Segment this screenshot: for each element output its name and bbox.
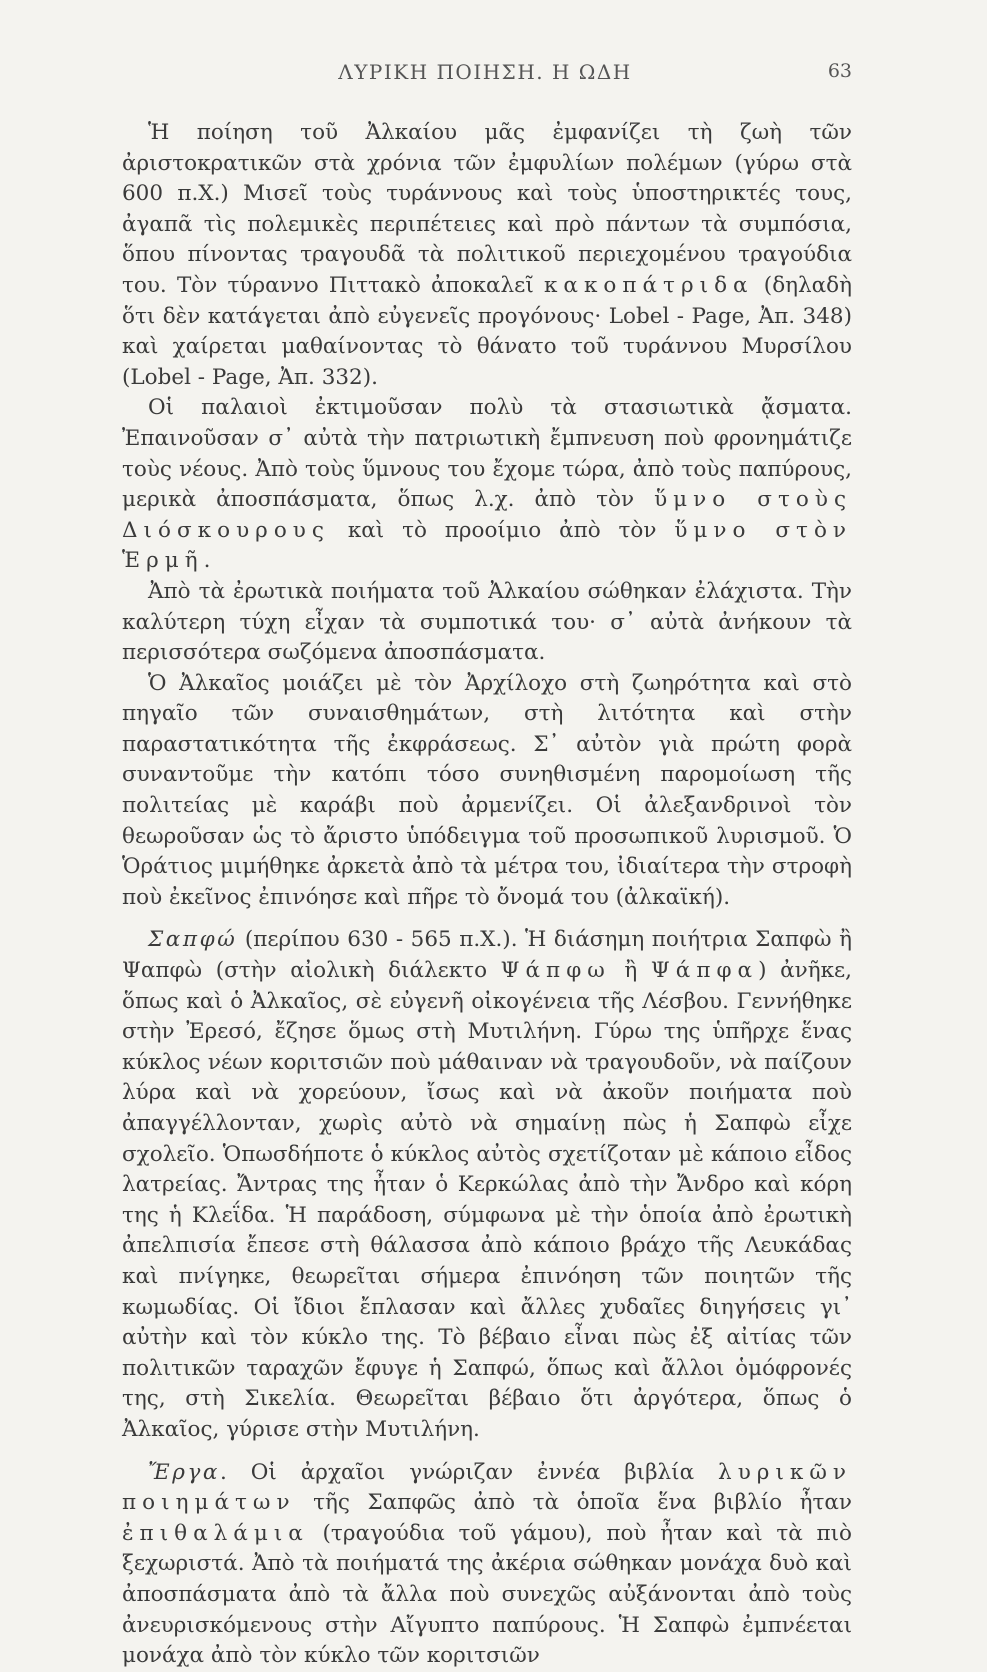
body-text [122,118,852,1672]
text-run: ) ἀνῆκε, ὅπως καὶ ὁ Ἀλκαῖος, σὲ εὐγενῆ οἰκογένεια τῆς Λέσβου. Γεννήθηκε στὴν Ἐρεσό, ἔζησε ὅμως στὴ Μυτιλήνη. Γύρω της ὑπῆρχε ἕνας κύκλος νέων κοριτσιῶν ποὺ μάθαιναν νὰ τραγουδοῦν, νὰ παίζουν λύρα καὶ νὰ χορεύουν, ἴσως καὶ νὰ ἀκοῦν ποιήματα ποὺ ἀπαγγέλλονταν, χωρὶς αὐτὸ νὰ σημαίνῃ πὼς ἡ Σαπφὼ εἶχε σχολεῖο. Ὁπωσδήποτε ὁ κύκλος αὐτὸς σχετίζοταν μὲ κάποιο εἶδος λατρείας. Ἄντρας της ἦταν ὁ Κερκώλας ἀπὸ τὴν Ἄνδρο καὶ κόρη της ἡ Κλεΐδα. Ἡ παράδοση, σύμφωνα μὲ τὴν ὁποία ἀπὸ ἐρωτικὴ ἀπελπισία ἔπεσε στὴ θάλασσα ἀπὸ κάποιο βράχο τῆς Λευκάδας καὶ πνίγηκε, θεωρεῖται σήμερα ἐπινόηση τῶν ποιητῶν τῆς κωμωδίας. Οἱ ἴδιοι ἔπλασαν καὶ ἄλλες χυδαῖες διηγήσεις γι᾽ αὐτὴν καὶ τὸν κύκλο της. Τὸ βέβαιο εἶναι πὼς ἐξ αἰτίας τῶν πολιτικῶν ταραχῶν ἔφυγε ἡ Σαπφώ, ὅπως καὶ ἄλλοι ὁμόφρονές της, στὴ Σικελία. Θεωρεῖται βέβαιο ὅτι ἀργότερα, ὅπως ὁ Ἀλκαῖος, γύρισε στὴν Μυτιλήνη. [122,958,852,1442]
text-run: (δηλαδὴ ὅτι δὲν κατάγεται ἀπὸ εὐγενεῖς προγόνους· Lobel - Page, Ἀπ. 348) καὶ χαίρεται μαθαίνοντας τὸ θάνατο τοῦ τυράννου Μυρσίλου (Lobel - Page, Ἀπ. 332). [122,272,852,390]
text-run: . [203,548,211,574]
spaced-term: Ψάπφα [650,958,759,984]
text-run: τῆς Σαπφῶς ἀπὸ τὰ ὁποῖα ἕνα βιβλίο ἦταν [295,1490,852,1516]
text-run: καὶ τὸ προοίμιο ἀπὸ τὸν [329,517,675,543]
text-run: Οἱ παλαιοὶ ἐκτιμοῦσαν πολὺ τὰ στασιωτικὰ ᾄσματα. Ἐπαινοῦσαν σ᾽ αὐτὰ τὴν πατριωτικὴ ἔμπνευση ποὺ φρονημάτιζε τοὺς νέους. Ἀπὸ τοὺς ὕμνους του ἔχομε τώρα, ἀπὸ τοὺς παπύρους, μερικὰ ἀποσπάσματα, ὅπως λ.χ. ἀπὸ τὸν [122,395,852,513]
spaced-term: κακοπάτριδα [543,272,754,298]
paragraph-alcaeus-love-poems: Ἀπὸ τὰ ἐρωτικὰ ποιήματα τοῦ Ἀλκαίου σώθηκαν ἐλάχιστα. Τὴν καλύτερη τύχη εἶχαν τὰ συμποτικά του· σ᾽ αὐτὰ ἀνήκουν τὰ περισσότερα σωζόμενα ἀποσπάσματα. [122,578,852,666]
spaced-term: ἐπιθαλάμια [122,1520,309,1546]
text-run: (τραγούδια τοῦ γάμου), ποὺ ἦταν καὶ τὰ πιὸ ξεχωριστά. Ἀπὸ τὰ ποιήματά της ἀκέρια σώθηκαν μονάχα δυὸ καὶ ἀποσπάσματα ἀπὸ τὰ ἄλλα ποὺ συνεχῶς αὐξάνονται ἀπὸ τοὺς ἀνευρισκόμενους στὴν Αἴγυπτο παπύρους. Ἡ Σαπφὼ ἐμπνέεται μονάχα ἀπὸ τὸν κύκλο τῶν κοριτσιῶν [122,1520,852,1669]
spaced-term: ὕμνο στοὺς Διόσκουρους [122,487,853,543]
paragraph-sappho-works [122,1458,852,1672]
paragraph-alcaeus-style: Ὁ Ἀλκαῖος μοιάζει μὲ τὸν Ἀρχίλοχο στὴ ζωηρότητα καὶ στὸ πηγαῖο τῶν συναισθημάτων, στὴ λιτότητα καὶ στὴν παραστατικότητα τῆς ἐκφράσεως. Σ᾽ αὐτὸν γιὰ πρώτη φορὰ συναντοῦμε τὴν κατόπι τόσο συνηθισμένη παρομοίωση τῆς πολιτείας μὲ καράβι ποὺ ἀρμενίζει. Οἱ ἀλεξανδρινοὶ τὸν θεωροῦσαν ὡς τὸ ἄριστο ὑπόδειγμα τοῦ προσωπικοῦ λυρισμοῦ. Ὁ Ὁράτιος μιμήθηκε ἀρκετὰ ἀπὸ τὰ μέτρα του, ἰδιαίτερα τὴν στροφὴ ποὺ ἐκεῖνος ἐπινόησε καὶ πῆρε τὸ ὄνομά του (ἀλκαϊκή). [122,670,852,910]
text-run: (περίπου 630 - 565 π.Χ.). Ἡ διάσημη ποιήτρια Σαπφὼ ἢ Ψαπφὼ (στὴν αἰολικὴ διάλεκτο [122,927,852,984]
section-heading: Ἔργα [148,1459,221,1485]
text-run: ἢ [610,958,651,984]
page-number: 63 [827,60,852,82]
text-run: Ἡ ποίηση τοῦ Ἀλκαίου μᾶς ἐμφανίζει τὴ ζωὴ τῶν ἀριστοκρατικῶν στὰ χρόνια τῶν ἐμφυλίων πολέμων (γύρω στὰ 600 π.Χ.) Μισεῖ τοὺς τυράννους καὶ τοὺς ὑποστηρικτές τους, ἀγαπᾶ τὶς πολεμικὲς περιπέτειες καὶ πρὸ πάντων τὰ συμπόσια, ὅπου πίνοντας τραγουδᾶ τὰ πολιτικοῦ περιεχομένου τραγούδια του. Τὸν τύραννο Πιττακὸ ἀποκαλεῖ [122,120,852,298]
spaced-term: λυρικῶν ποιημάτων [122,1459,852,1516]
paragraph-alcaeus-politics [122,118,852,393]
text-run: . Οἱ ἀρχαῖοι γνώριζαν ἐννέα βιβλία [220,1459,719,1485]
spaced-term: Ψάπφω [500,958,611,984]
paragraph-alcaeus-songs [122,393,852,577]
running-head [120,56,850,86]
running-title: ΛΥΡΙΚΗ ΠΟΙΗΣΗ. Η ΩΔΗ [338,60,632,84]
section-heading: Σαπφώ [148,927,238,953]
spaced-term: ὕμνο στὸν Ἑρμῆ [122,517,852,574]
paragraph-sappho-life [122,925,852,1445]
